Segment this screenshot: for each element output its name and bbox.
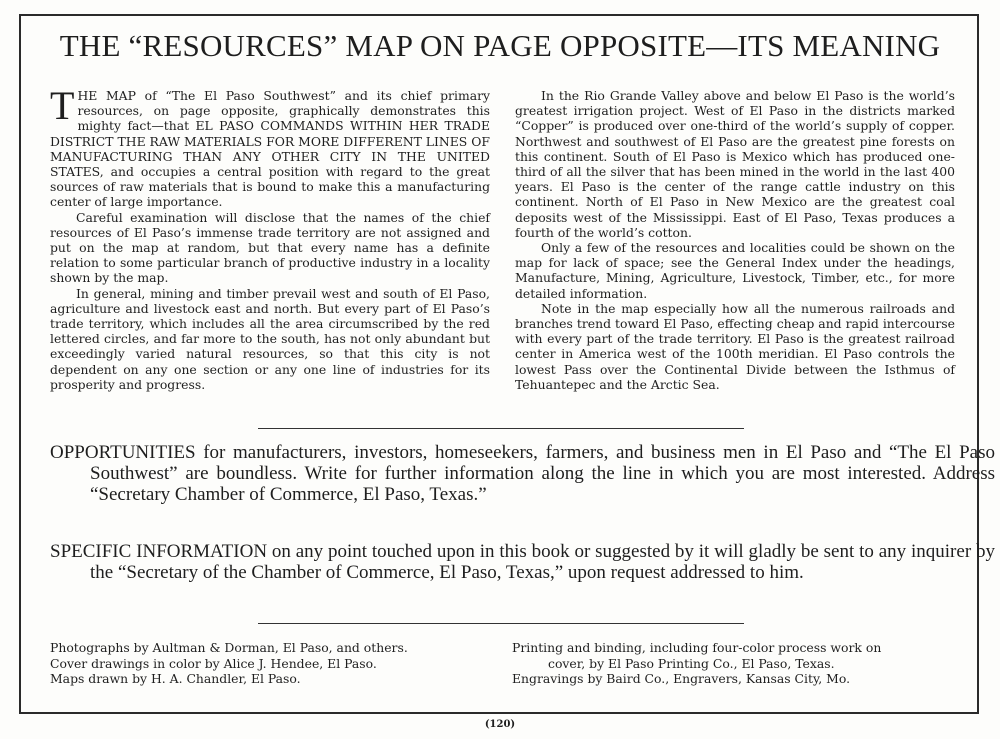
right-paragraph-1: In the Rio Grande Valley above and below El Paso is the world’s greatest irrigation project. West of El Paso in the districts marked “Copper” is produced over one-third of the world’s supply of copper. Northwest and southwest of El Paso are the greatest pine forests on this continent. South of El Paso is Mexico which has produced one-third of all the silver that has been mined in the world in the last 400 years. El Paso is the center of the range cattle industry on this continent. North of El Paso in New Mexico are the greatest coal deposits west of the Mississippi. East of El Paso, Texas produces a fourth of the world’s cotton. (515, 88, 955, 240)
credit-line: Cover drawings in color by Alice J. Hendee, El Paso. (50, 655, 377, 671)
drop-cap: T (50, 83, 75, 128)
credit-line: cover, by El Paso Printing Co., El Paso, Texas. (548, 655, 835, 671)
left-paragraph-1-text: HE MAP of “The El Paso Southwest” and its chief primary resources, on page opposite, graphically demonstrates this mighty fact—that EL PASO COMMANDS WITHIN HER TRADE DISTRICT THE RAW MATERIALS FOR MORE DIFFERENT LINES OF MANUFACTURING THAN ANY OTHER CITY IN THE UNITED STATES, and occupies a central position with regard to the great sources of raw materials that is bound to make this a manufacturing center of large importance. (50, 88, 490, 210)
credit-line: Photographs by Aultman & Dorman, El Paso, and others. (50, 640, 408, 655)
specific-information-paragraph: SPECIFIC INFORMATION on any point touched upon in this book or suggested by it will gladly be sent to any inquirer by the “Secretary of the Chamber of Commerce, El Paso, Texas,” upon request addressed to him. (50, 541, 995, 583)
left-paragraph-1 (50, 83, 490, 210)
page-number: (120) (484, 719, 516, 730)
credits-left (50, 640, 490, 687)
credit-line: Engravings by Baird Co., Engravers, Kansas City, Mo. (512, 671, 851, 686)
left-column (50, 83, 490, 392)
divider-rule-top (258, 428, 744, 429)
page-title: THE “RESOURCES” MAP ON PAGE OPPOSITE—ITS MEANING (59, 28, 941, 63)
right-paragraph-3: Note in the map especially how all the numerous railroads and branches trend toward El Paso, effecting cheap and rapid intercourse with every part of the trade territory. El Paso is the greatest railroad center in America west of the 100th meridian. El Paso controls the lowest Pass over the Continental Divide between the Isthmus of Tehuantepec and the Arctic Sea. (515, 300, 955, 392)
right-column (515, 88, 955, 392)
right-paragraph-2: Only a few of the resources and localities could be shown on the map for lack of space; see the General Index under the headings, Manufacture, Mining, Agriculture, Livestock, Timber, etc., for more detailed information. (515, 240, 955, 301)
left-paragraph-3: In general, mining and timber prevail west and south of El Paso, agriculture and livestock east and north. But every part of El Paso’s trade territory, which includes all the area circumscribed by the red lettered circles, and far more to the south, has not only abundant but exceedingly varied natural resources, so that this city is not dependent on any one section or any one line of industries for its prosperity and progress. (50, 285, 490, 392)
body-columns (50, 83, 955, 413)
left-paragraph-2: Careful examination will disclose that the names of the chief resources of El Paso’s immense trade territory are not assigned and put on the map at random, but that every name has a definite relation to some particular branch of productive industry in a locality shown by the map. (50, 209, 490, 286)
divider-rule-bottom (258, 623, 744, 624)
opportunities-paragraph: OPPORTUNITIES for manufacturers, investors, homeseekers, farmers, and business men in El Paso and “The El Paso Southwest” are boundless. Write for further information along the line in which you are most interested. Address “Secretary Chamber of Commerce, El Paso, Texas.” (50, 442, 995, 505)
credits-right (512, 640, 957, 687)
credit-line: Printing and binding, including four-color process work on (512, 640, 882, 655)
credit-line: Maps drawn by H. A. Chandler, El Paso. (50, 671, 301, 686)
